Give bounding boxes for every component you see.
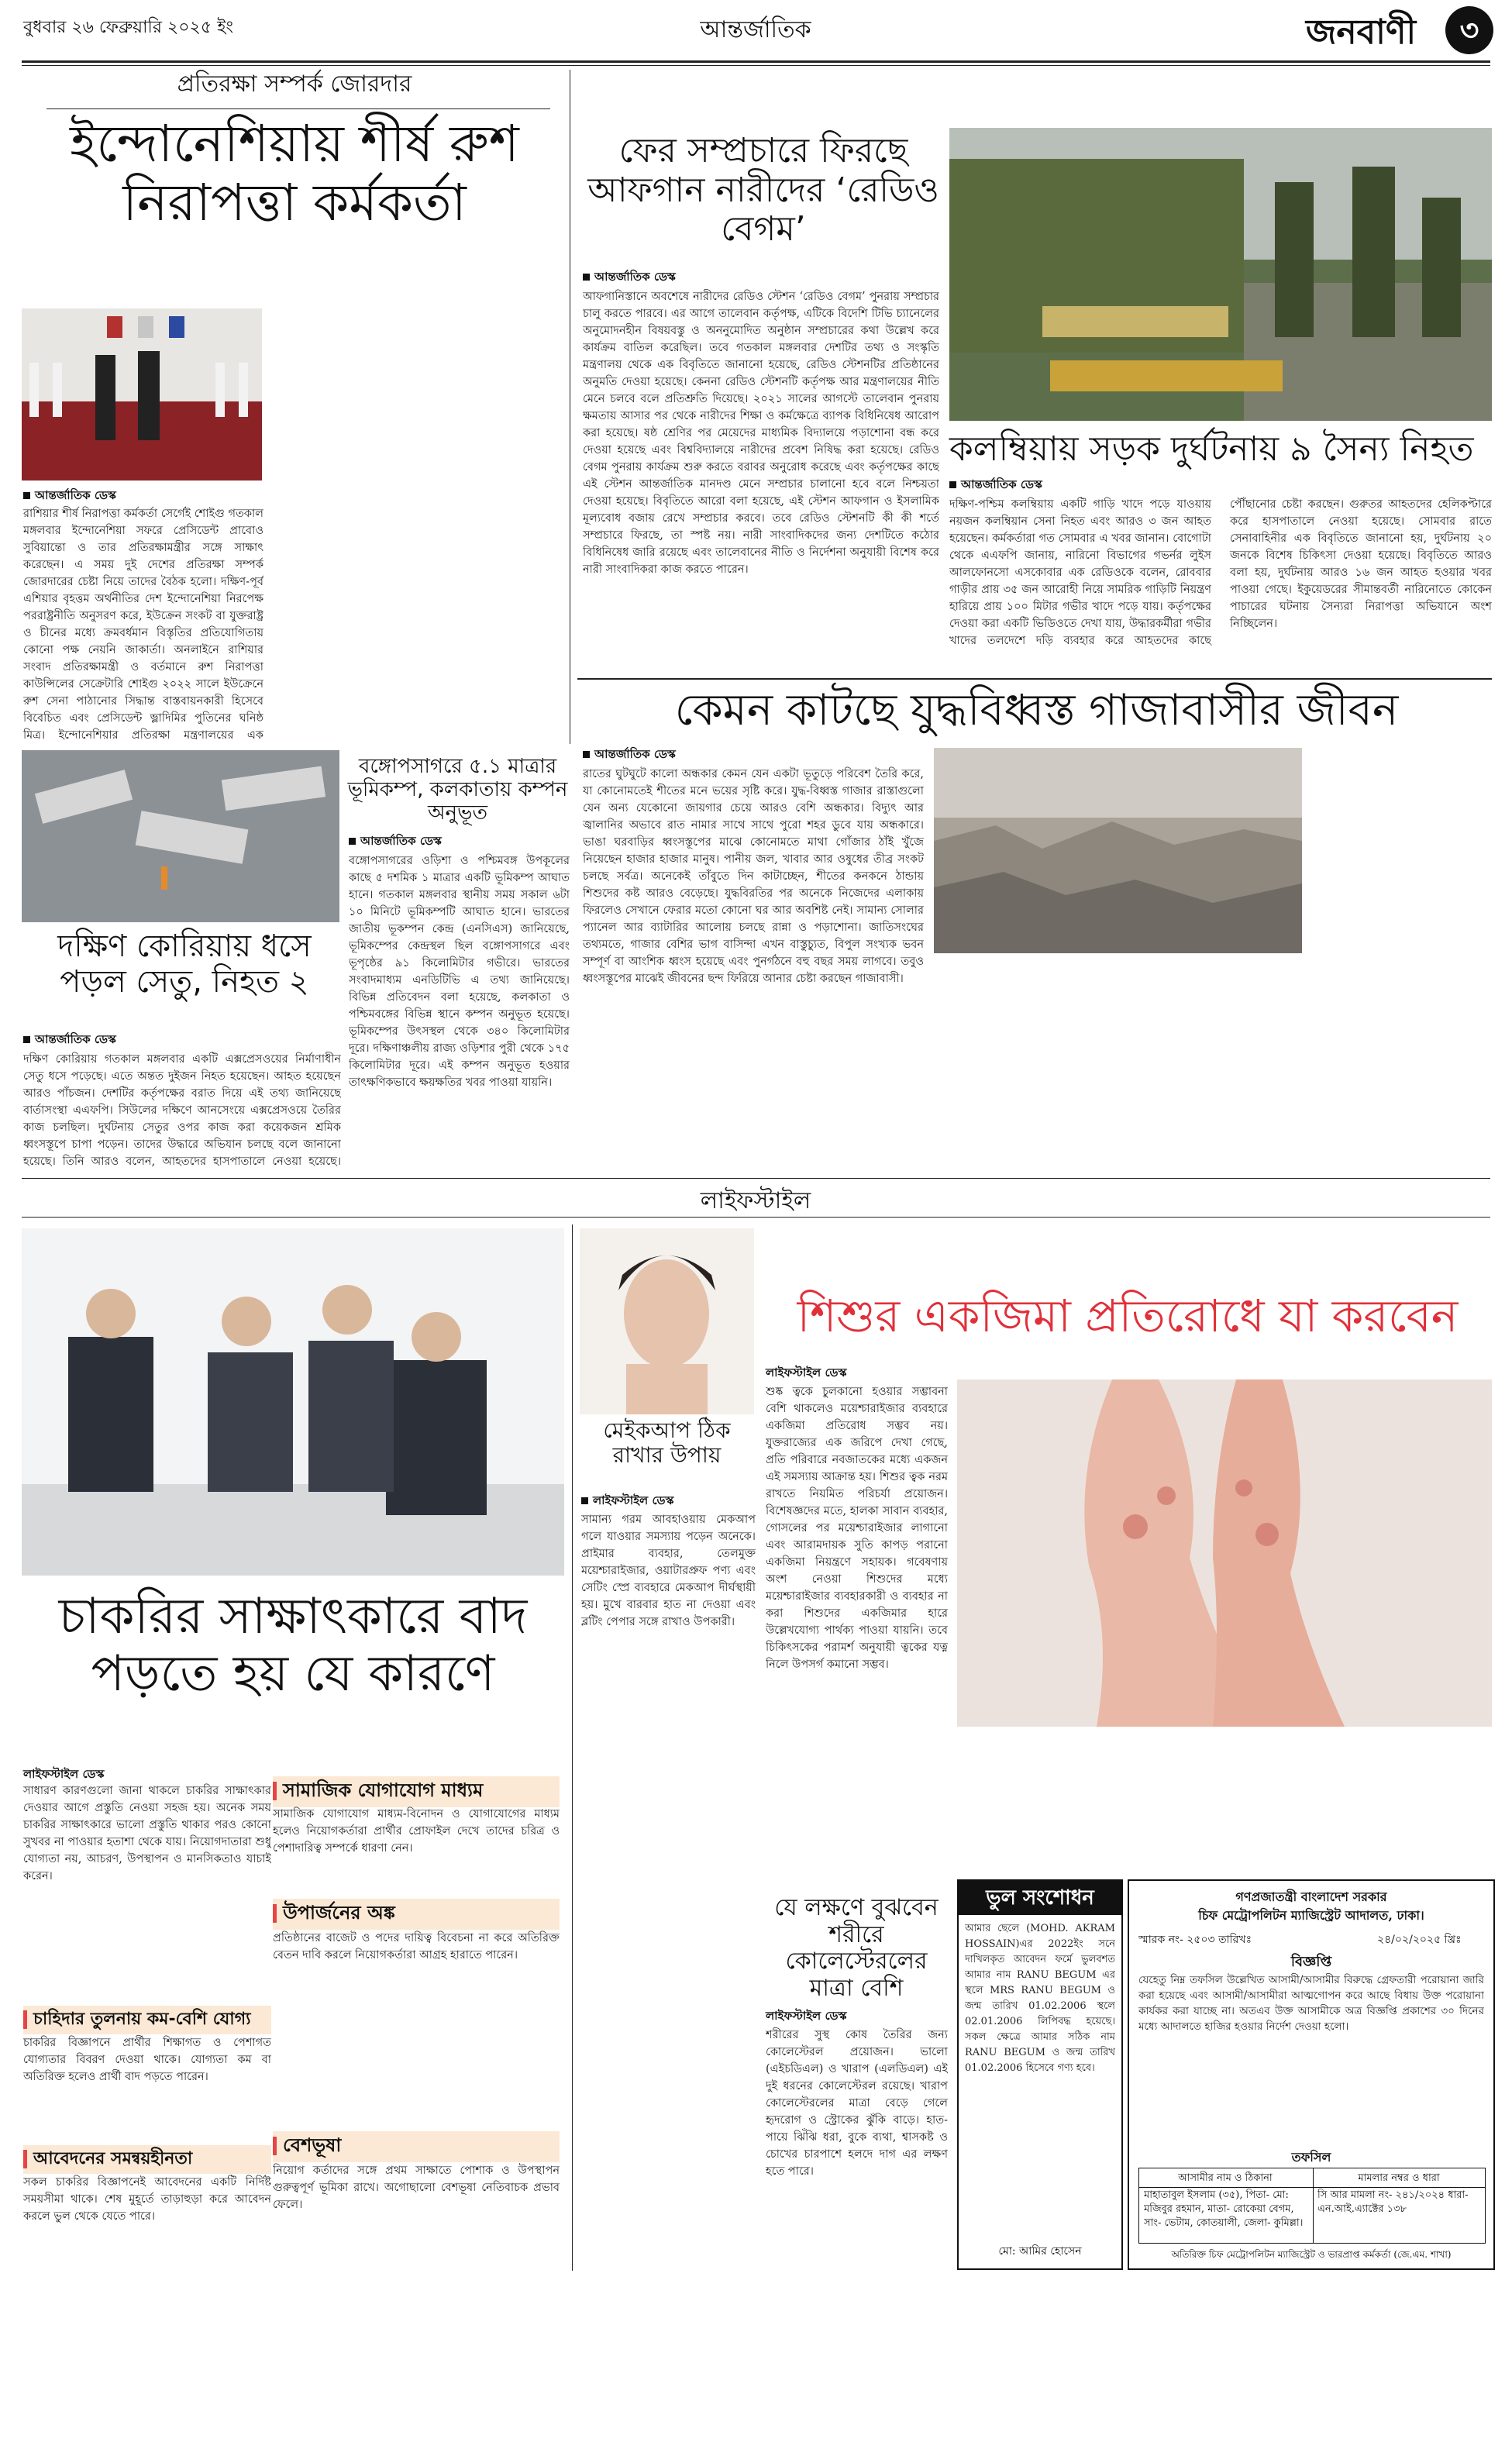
headline[interactable]: ইন্দোনেশিয়ায় শীর্ষ রুশ নিরাপত্তা কর্মকর্তা xyxy=(70,114,519,232)
byline xyxy=(23,1031,116,1050)
table-header-name: আসামীর নাম ও ঠিকানা xyxy=(1178,2172,1273,2184)
woman-face-photo xyxy=(580,1228,754,1414)
headline[interactable]: দক্ষিণ কোরিয়ায় ধসে পড়ল সেতু, নিহত ২ xyxy=(57,928,312,1000)
article-body: আফগানিস্তানে অবশেষে নারীদের রেডিও স্টেশন ‘রেডিও বেগম’ পুনরায় সম্প্রচার চালু করতে পারবে। এর আগে তালেবান কর্তৃপক্ষ, এটিকে বিদেশি টিভি চ্যানেলের অনুমোদনহীন বিষয়বস্তু ও অননুমোদিত অনুষ্ঠান সম্প্রচারের কথা উল্লেখ করে কার্যক্রম বাতিল করেছিল। তবে গতকাল মঙ্গলবার দেশটির তথ্য ও সংস্কৃতি মন্ত্রণালয় থেকে এক বিবৃতিতে জানানো হয়েছে, রেডিও স্টেশনটির প্রতিষ্ঠানের অনুমতি দেওয়া হয়েছে। কেননা রেডিও স্টেশনটি কর্তৃপক্ষ আর মন্ত্রণালয়ের নীতি মেনে চলবে বলে প্রতিশ্রুতি দিয়েছে। ২০২১ সালের আগস্টে তালেবান পুনরায় ক্ষমতায় আসার পর থেকে নারীদের শিক্ষা ও কর্মক্ষেত্রে ব্যাপক বিধিনিষেধ আরোপ করা হয়েছে। ষষ্ঠ শ্রেণির পর মেয়েদের মাধ্যমিক বিদ্যালয়ে পড়াশোনা বন্ধ করে দেওয়া হয়েছে এবং বিশ্ববিদ্যালয়ে নারীদের প্রবেশ নিষিদ্ধ করা হয়েছে। রেডিও বেগম পুনরায় কার্যক্রম শুরু করতে বরাবর অনুরোধ করেছে এবং কর্তৃপক্ষের কাছে এই স্টেশন আন্তর্জাতিক মানদণ্ড মেনে সম্প্রচার চালানো হবে বলে নিশ্চয়তা দেওয়া হয়েছে। বিবৃতিতে আরো বলা হয়েছে, এই স্টেশন আফগান ও ইসলামিক মূল্যবোধ বজায় রেখে সম্প্রচার করবে। তবে রেডিও স্টেশনটি কী কী শর্তে সম্প্রচারে ফিরছে, তা স্পষ্ট নয়। নারী সাংবাদিকদের জন্য দেশটিতে কঠোর বিধিনিষেধ জারি রয়েছে এবং তালেবানের নীতি ও নির্দেশনা অনুযায়ী বিশেষ করে নারী সাংবাদিকরা কাজ করতে পারেন। xyxy=(583,291,939,576)
article-body-col3 xyxy=(1310,748,1492,1166)
subhead-text: সামাজিক যোগাযোগ মাধ্যম xyxy=(283,1779,484,1801)
lifestyle-rule-top xyxy=(22,1178,1490,1179)
subhead xyxy=(273,1899,560,1930)
subhead xyxy=(273,2131,560,2162)
article-body-col2 xyxy=(934,961,1302,1155)
byline xyxy=(583,268,676,288)
photo-interview xyxy=(22,1228,564,1576)
header-rule-thin xyxy=(22,65,1490,66)
photo-colombia xyxy=(949,128,1492,421)
byline xyxy=(766,2007,846,2027)
byline-text: আন্তর্জাতিক ডেস্ক xyxy=(360,834,442,848)
headline[interactable]: কেমন কাটছে যুদ্ধবিধ্বস্ত গাজাবাসীর জীবন xyxy=(674,685,1399,735)
photo-indonesia xyxy=(22,308,262,480)
column-divider xyxy=(572,1224,573,2271)
byline-text: লাইফস্টাইল ডেস্ক xyxy=(766,1366,847,1379)
correction-title: ভুল সংশোধন xyxy=(959,1881,1121,1915)
lifestyle-rule-bottom xyxy=(22,1217,1490,1218)
page-number-badge xyxy=(1445,6,1493,54)
article-body: দক্ষিণ কোরিয়ায় গতকাল মঙ্গলবার একটি এক্সপ্রেসওয়ের নির্মাণাধীন সেতু ধসে পড়েছে। এতে অন্তত দুইজন নিহত হয়েছেন। আহত হয়েছেন আরও পাঁচজন। দেশটির কর্তৃপক্ষের বরাত দিয়ে এই তথ্য জানিয়েছে বার্তাসংস্থা এএফপি। সিউলের দক্ষিণে আনসেংয়ে এক্সপ্রেসওয়ে তৈরির কাজ চলছিল। দুর্ঘটনায় সেতুর ওপর কাজ করা কয়েকজন শ্রমিক ধ্বংসস্তূপে চাপা পড়েন। তাদের উদ্ধারে অভিযান চলছে বলে জানানো হয়েছে। তিনি আরও বলেন, আহতদের হাসপাতালে নেওয়া হয়েছে। xyxy=(23,1053,341,1168)
byline-text: আন্তর্জাতিক ডেস্ক xyxy=(594,747,676,761)
rubble-photo xyxy=(934,748,1302,953)
headline[interactable]: শিশুর একজিমা প্রতিরোধে যা করবেন xyxy=(797,1290,1459,1342)
article-body: সাধারণ কারণগুলো জানা থাকলে চাকরির সাক্ষাৎকার দেওয়ার আগে প্রস্তুতি নেওয়া সহজ হয়। অনেক সময় চাকরির সাক্ষাৎকারে ভালো প্রস্তুতি থাকার পরও কোনো সুখবর না পাওয়ার হতাশা থেকে যায়। নিয়োগদাতারা শুধু যোগ্যতা নয়, আচরণ, উপস্থাপন ও মানসিকতাও যাচাই করেন। xyxy=(23,1785,271,1882)
article-body: দক্ষিণ-পশ্চিম কলম্বিয়ায় একটি গাড়ি খাদে পড়ে যাওয়ায় নয়জন কলম্বিয়ান সেনা নিহত এবং আরও ৩ জন আহত হয়েছেন। কর্মকর্তারা গত সোমবার এ খবর জানান। বোগোটা থেকে এএফপি জানায়, নারিনো বিভাগের গভর্নর লুইস আলফোনসো এসকোবার এক রেডিওকে বলেন, রোববার গাড়ীর প্রায় ৩৫ জন আরোহী নিয়ে সামরিক গাড়িটি নিয়ন্ত্রণ হারিয়ে প্রায় ১০০ মিটার গভীর খাদে পড়ে যায়। কর্তৃপক্ষের দেওয়া করা একটি ভিডিওতে দেখা যায়, উদ্ধারকর্মীরা গভীর খাদের তলদেশে দড়ি ব্যবহার করে আহতদের কাছে পৌঁছানোর চেষ্টা করছেন। গুরুতর আহতদের হেলিকপ্টারে করে হাসপাতালে নেওয়া হয়েছে। সোমবার রাতে সেনাবাহিনীর এক বিবৃতিতে জানানো হয়, দুর্ঘটনায় ২০ জনকে বিশেষ চিকিৎসা দেওয়া হয়েছে। বিবৃতিতে আরও বলা হয়, দুর্ঘটনায় আরও ১৬ জন আহত হওয়ার খবর পাওয়া গেছে। ইকুয়েডরের সীমান্তবর্তী নারিনোতে কোকেন পাচারের ঘটনায় সৈন্যরা নিরাপত্তা অভিযানে অংশ নিচ্ছিলেন। xyxy=(949,498,1492,647)
notice-table-title: তফসিল xyxy=(1291,2150,1331,2165)
correction-body: আমার ছেলে (MOHD. AKRAM HOSSAIN)এর 2022ইং সনে দাখিলকৃত আবেদন ফর্মে ভুলবশত আমার নাম RANU BEGUM এর স্থলে MRS RANU BEGUM ও জন্ম তারিখ 01.02.2006 স্থলে 02.01.2006 লিপিবদ্ধ হয়েছে। সকল ক্ষেত্রে আমার সঠিক নাম RANU BEGUM ও জন্ম তারিখ 01.02.2006 হিসেবে গণ্য হবে। xyxy=(965,1923,1115,2074)
article-body: রাশিয়ার শীর্ষ নিরাপত্তা কর্মকর্তা সের্গেই শোইগু গতকাল মঙ্গলবার ইন্দোনেশিয়া সফরে প্রেসিডেন্ট প্রাবোও সুবিয়ান্তো ও তার প্রতিরক্ষামন্ত্রীর সঙ্গে সাক্ষাৎ করেছেন। এ সময় দুই দেশের প্রতিরক্ষা সম্পর্ক জোরদারের চেষ্টা নিয়ে তাদের বৈঠক হলো। দক্ষিণ-পূর্ব এশিয়ার বৃহত্তম অর্থনীতির দেশ ইন্দোনেশিয়া নিরপেক্ষ পররাষ্ট্রনীতি অনুসরণ করে, ইউক্রেন সংকট বা যুক্তরাষ্ট্র ও চীনের মধ্যে ক্রমবর্ধমান বিস্তৃতির প্রতিযোগিতায় কোনো পক্ষ নেয়নি জাকার্তা। অনলাইনে রাশিয়ার সংবাদ প্রতিরক্ষামন্ত্রী ও বর্তমানে রুশ নিরাপত্তা কাউন্সিলের সেক্রেটারি শোইগু ২০২২ সালে ইউক্রেনে রুশ সেনা পাঠানোর সিদ্ধান্ত বাস্তবায়নকারী হিসেবে বিবেচিত এবং প্রেসিডেন্ট ভ্লাদিমির পুতিনের ঘনিষ্ঠ মিত্র। ইন্দোনেশিয়ার প্রতিরক্ষা মন্ত্রণালয়ের এক xyxy=(23,508,263,741)
court-notice xyxy=(1128,1879,1495,2270)
byline-text: আন্তর্জাতিক ডেস্ক xyxy=(35,488,116,502)
byline xyxy=(583,746,676,765)
subhead-body: চাকরির বিজ্ঞাপনে প্রার্থীর শিক্ষাগত ও পেশাগত যোগ্যতার বিবরণ দেওয়া থাকে। যোগ্যতা কম বা অতিরিক্ত হলেও প্রার্থী বাদ পড়তে পারেন। xyxy=(23,2037,271,2083)
byline-text: আন্তর্জাতিক ডেস্ক xyxy=(594,270,676,284)
section-title: আন্তর্জাতিক xyxy=(700,16,811,43)
table-divider-h xyxy=(1139,2187,1485,2188)
notice-court: চিফ মেট্রোপলিটন ম্যাজিস্ট্রেট আদালত, ঢাকা। xyxy=(1198,1908,1424,1923)
subhead-bar xyxy=(23,2010,27,2029)
subhead-text: বেশভূষা xyxy=(283,2134,342,2156)
bullet-square-icon xyxy=(583,751,590,758)
page-number: ৩ xyxy=(1459,13,1479,47)
subhead-bar xyxy=(273,2137,277,2155)
subhead-bar xyxy=(273,1904,277,1923)
correction-signature: মো: আমির হোসেন xyxy=(998,2245,1082,2258)
photo-makeup xyxy=(580,1228,754,1414)
notice-date: ২৪/০২/২০২৫ খ্রিঃ xyxy=(1377,1934,1462,1946)
kicker-rule xyxy=(46,108,550,109)
notice-table xyxy=(1138,2168,1486,2244)
headline[interactable]: বঙ্গোপসাগরে ৫.১ মাত্রার ভূমিকম্প, কলকাতায় কম্পন অনুভূত xyxy=(347,755,568,825)
subhead xyxy=(23,2006,271,2034)
header-rule xyxy=(22,60,1490,63)
table-header-case: মামলার নম্বর ও ধারা xyxy=(1358,2172,1440,2184)
notice-footer: অতিরিক্ত চিফ মেট্রোপলিটন ম্যাজিস্ট্রেট ও ভারপ্রাপ্ত কর্মকর্তা (জে.এম. শাখা) xyxy=(1171,2249,1452,2260)
byline xyxy=(581,1492,673,1511)
photo-gaza xyxy=(934,748,1302,953)
article-body: রাতের ঘুটঘুটে কালো অন্ধকার কেমন যেন একটা ভূতুড়ে পরিবেশ তৈরি করে, যা কোনোমতেই শীতের মনে ভয়ের সৃষ্টি করে। যুদ্ধ-বিধ্বস্ত গাজার রাস্তাগুলো যেন অন্য যেকোনো জায়গার চেয়ে আরও বেশি অন্ধকার। বিদ্যুৎ আর জ্বালানির অভাবে রাত নামার সাথে সাথে পুরো শহর ডুবে যায় অন্ধকারে। ভাঙা ঘরবাড়ির ধ্বংসস্তূপের মাঝে কোনোমতে মাথা গোঁজার ঠাঁই খুঁজে নিয়েছেন হাজার হাজার মানুষ। পানীয় জল, খাবার আর ওষুধের তীব্র সংকট চলছে সর্বত্র। অনেকেই তাঁবুতে দিন কাটাচ্ছেন, শীতের কনকনে ঠান্ডায় শিশুদের কষ্ট আরও বেড়েছে। যুদ্ধবিরতির পর অনেকে নিজেদের এলাকায় ফিরলেও সেখানে ফেরার মতো কোনো ঘর আর অবশিষ্ট নেই। সামান্য সোলার প্যানেল আর ব্যাটারির আলোয় চলছে রান্না ও পড়াশোনা। জাতিসংঘের তথ্যমতে, গাজার বেশির ভাগ বাসিন্দা এখন বাস্তুচ্যুত, বিপুল সংখ্যক ভবন সম্পূর্ণ বা আংশিক ধ্বংস হয়েছে এবং পুনর্গঠনে বহু বছর সময় লাগবে। তবুও ধ্বংসস্তূপের মাঝেই জীবনের ছন্দ ফিরিয়ে আনার চেষ্টা করছেন গাজাবাসী। xyxy=(583,768,924,985)
article-body-col3 xyxy=(273,305,560,742)
headline[interactable]: কলম্বিয়ায় সড়ক দুর্ঘটনায় ৯ সৈন্য নিহত xyxy=(949,429,1474,469)
lifestyle-section-label: লাইফস্টাইল xyxy=(700,1187,811,1214)
photo-eczema xyxy=(957,1379,1492,1727)
subhead-body: প্রতিষ্ঠানের বাজেট ও পদের দায়িত্ব বিবেচনা না করে অতিরিক্ত বেতন দাবি করলে নিয়োগকর্তারা আগ্রহ হারাতে পারেন। xyxy=(273,1932,560,1962)
notice-gov: গণপ্রজাতন্ত্রী বাংলাদেশ সরকার xyxy=(1235,1889,1387,1904)
table-cell-case: সি আর মামলা নং- ২৪১/২০২৪ ধারা- এন.আই.এ্যাক্টের ১৩৮ xyxy=(1317,2189,1469,2215)
headline[interactable]: যে লক্ষণে বুঝবেন শরীরে কোলেস্টেরলের মাত্রা বেশি xyxy=(774,1894,939,2002)
byline-text: আন্তর্জাতিক ডেস্ক xyxy=(961,477,1042,491)
headline[interactable]: মেইকআপ ঠিক রাখার উপায় xyxy=(603,1417,731,1469)
correction-box xyxy=(957,1879,1123,2270)
notice-ref: স্মারক নং- ২৫০৩ তারিখঃ xyxy=(1138,1934,1252,1946)
headline[interactable]: ফের সম্প্রচারে ফিরছে আফগান নারীদের ‘রেডিও বেগম’ xyxy=(587,131,939,250)
notice-heading: বিজ্ঞপ্তি xyxy=(1290,1954,1332,1970)
byline-text: লাইফস্টাইল ডেস্ক xyxy=(23,1767,105,1781)
bullet-square-icon xyxy=(949,481,956,488)
subhead-text: উপার্জনের অঙ্ক xyxy=(283,1902,395,1924)
child-hands-photo xyxy=(957,1379,1492,1727)
bullet-square-icon xyxy=(23,492,30,499)
byline xyxy=(23,487,116,506)
subhead xyxy=(273,1776,560,1807)
byline xyxy=(349,832,442,852)
subhead-text: চাহিদার তুলনায় কম-বেশি যোগ্য xyxy=(33,2010,251,2029)
notice-body: যেহেতু নিম্ন তফসিল উল্লেখিত আসামী/আসামীর বিরুদ্ধে গ্রেফতারী পরোয়ানা জারি করা হয়েছে এবং আসামী/আসামীরা আত্মগোপন করে আছে বিধায় উক্ত পরোয়ানা কার্যকর করা যাচ্ছে না। অতএব উক্ত আসামীকে অত্র বিজ্ঞপ্তি প্রকাশের ৩০ দিনের মধ্যে আদালতে হাজির হওয়ার নির্দেশ দেওয়া হলো। xyxy=(1138,1974,1484,2033)
logo-text: জনবাণী xyxy=(1306,12,1417,52)
interview-meeting-photo xyxy=(22,1228,564,1576)
collapsed-bridge-photo xyxy=(22,750,339,922)
article-body: বঙ্গোপসাগরের ওড়িশা ও পশ্চিমবঙ্গ উপকূলের কাছে ৫ দশমিক ১ মাত্রার একটি ভূমিকম্প আঘাত হানে। গতকাল মঙ্গলবার স্থানীয় সময় সকাল ৬টা ১০ মিনিটে ভূমিকম্পটি আঘাত হানে। ভারতের জাতীয় ভূকম্পন কেন্দ্র (এনসিএস) জানিয়েছে, ভূমিকম্পের কেন্দ্রস্থল ছিল বঙ্গোপসাগরে এবং ভূপৃষ্ঠের ৯১ কিলোমিটার গভীরে। ভারতের সংবাদমাধ্যম এনডিটিভি এ তথ্য জানিয়েছে। বিভিন্ন প্রতিবেদন বলা হয়েছে, কলকাতা ও পশ্চিমবঙ্গের বিভিন্ন স্থানে কম্পন অনুভূত হয়েছে। ভূমিকম্পের উৎসস্থল থেকে ৩৪০ কিলোমিটার দূরে। দক্ষিণাঞ্চলীয় রাজ্য ওড়িশার পুরী থেকে ১৭৫ কিলোমিটার দূরে। এই কম্পন অনুভূত হওয়ার তাৎক্ষণিকভাবে ক্ষয়ক্ষতির খবর পাওয়া যায়নি। xyxy=(349,855,570,1089)
subhead-bar xyxy=(23,2150,27,2168)
byline-text: আন্তর্জাতিক ডেস্ক xyxy=(35,1032,116,1046)
logo xyxy=(1306,6,1416,63)
bullet-square-icon xyxy=(581,1497,588,1504)
subhead-body: সকল চাকরির বিজ্ঞাপনেই আবেদনের একটি নির্দিষ্ট সময়সীমা থাকে। শেষ মুহূর্তে তাড়াহুড়া করে আবেদন করলে ভুল থেকে যেতে পারে। xyxy=(23,2176,271,2223)
subhead-body: সামাজিক যোগাযোগ মাধ্যম-বিনোদন ও যোগাযোগের মাধ্যম হলেও নিয়োগকর্তারা প্রার্থীর প্রোফাইল দেখে তাদের চরিত্র ও পেশাদারিত্ব সম্পর্কে ধারণা নেন। xyxy=(273,1808,560,1855)
byline-text: লাইফস্টাইল ডেস্ক xyxy=(766,2009,847,2023)
article-body-col2 xyxy=(957,1736,1492,1868)
article-body: সামান্য গরম আবহাওয়ায় মেকআপ গলে যাওয়ার সমস্যায় পড়েন অনেকে। প্রাইমার ব্যবহার, তেলমুক্ত ময়েশ্চারাইজার, ওয়াটারপ্রুফ পণ্য এবং সেটিং স্প্রে ব্যবহারে মেকআপ দীর্ঘস্থায়ী হয়। মুখে বারবার হাত না দেওয়া এবং ব্লটিং পেপার সঙ্গে রাখাও উপকারী। xyxy=(581,1514,756,1628)
subhead-body: নিয়োগ কর্তাদের সঙ্গে প্রথম সাক্ষাতে পোশাক ও উপস্থাপন গুরুত্বপূর্ণ ভূমিকা রাখে। অগোছালো বেশভূষা নেতিবাচক প্রভাব ফেলে। xyxy=(273,2165,560,2211)
table-divider xyxy=(1313,2168,1314,2243)
bullet-square-icon xyxy=(23,1036,30,1043)
header-date: বুধবার ২৬ ফেব্রুয়ারি ২০২৫ ইং xyxy=(23,18,234,37)
kicker: প্রতিরক্ষা সম্পর্ক জোরদার xyxy=(177,71,412,98)
headline[interactable]: চাকরির সাক্ষাৎকারে বাদ পড়তে হয় যে কারণে xyxy=(58,1588,528,1703)
helicopter-soldiers-photo xyxy=(949,128,1492,421)
byline xyxy=(766,1364,846,1383)
subhead xyxy=(23,2145,271,2174)
subhead-text: আবেদনের সমন্বয়হীনতা xyxy=(33,2149,193,2168)
honor-guard-photo xyxy=(22,308,262,480)
table-cell-accused: মাহাতাবুল ইসলাম (৩৫), পিতা- মো: মজিবুর রহমান, মাতা- রোকেয়া বেগম, সাং- ভেটাম, কোতয়ালী, জেলা- কুমিল্লা। xyxy=(1144,2189,1304,2229)
section-rule xyxy=(577,678,1492,680)
byline-text: লাইফস্টাইল ডেস্ক xyxy=(593,1493,674,1507)
article-body: শরীরের সুস্থ কোষ তৈরির জন্য কোলেস্টেরল প্রয়োজন। ভালো (এইচডিএল) ও খারাপ (এলডিএল) এই দুই ধরনের কোলেস্টেরল রয়েছে। খারাপ কোলেস্টেরলের মাত্রা বেড়ে গেলে হৃদরোগ ও স্ট্রোকের ঝুঁকি বাড়ে। হাত-পায়ে ঝিঁঝি ধরা, বুকে ব্যথা, শ্বাসকষ্ট ও চোখের চারপাশে হলদে দাগ এর লক্ষণ হতে পারে। xyxy=(766,2029,948,2178)
byline xyxy=(949,476,1042,495)
bullet-square-icon xyxy=(349,838,356,845)
subhead-bar xyxy=(273,1782,277,1800)
article-body: শুষ্ক ত্বকে চুলকানো হওয়ার সম্ভাবনা বেশি থাকলেও ময়েশ্চারাইজার ব্যবহারে একজিমা প্রতিরোধ সম্ভব নয়। যুক্তরাজ্যের এক জরিপে দেখা গেছে, প্রতি পরিবারে নবজাতকের মধ্যে একজন এই সমস্যায় আক্রান্ত হয়। শিশুর ত্বক নরম রাখতে নিয়মিত পরিচর্যা প্রয়োজন। বিশেষজ্ঞদের মতে, হালকা সাবান ব্যবহার, গোসলের পর ময়েশ্চারাইজার লাগানো এবং আরামদায়ক সুতি কাপড় পরানো একজিমা নিয়ন্ত্রণে সহায়ক। গবেষণায় অংশ নেওয়া শিশুদের মধ্যে ময়েশ্চারাইজার ব্যবহারকারী ও ব্যবহার না করা শিশুদের একজিমার হারে উল্লেখযোগ্য পার্থক্য পাওয়া যায়নি। তবে চিকিৎসকের পরামর্শ অনুযায়ী ত্বকের যত্ন নিলে উপসর্গ কমানো সম্ভব। xyxy=(766,1386,948,1671)
bullet-square-icon xyxy=(583,274,590,281)
photo-bridge-collapse xyxy=(22,750,339,922)
